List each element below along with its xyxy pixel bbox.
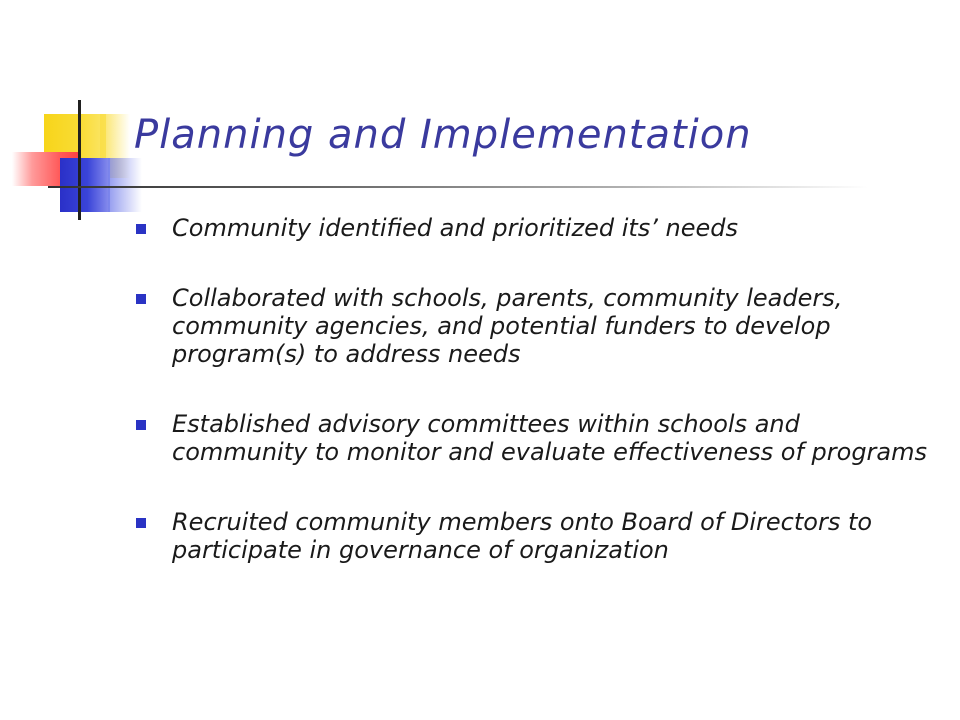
bullet-item [136,284,936,368]
bullet-item [136,410,936,466]
square-bullet-icon [136,294,146,304]
square-bullet-icon [136,224,146,234]
decor-vertical-line [78,100,81,220]
slide-title: Planning and Implementation [134,112,752,158]
square-bullet-icon [136,518,146,528]
decor-blue-fade [108,158,142,212]
square-bullet-icon [136,420,146,430]
bullet-text: Recruited community members onto Board of Directors to participate in governance of organization [172,508,873,564]
title-underline [48,186,868,188]
decor-blue-square [60,158,110,212]
bullet-text: Collaborated with schools, parents, community leaders, community agencies, and potential funders to develop program(s) to address needs [172,284,843,368]
bullet-text: Community identified and prioritized its’ needs [172,214,739,242]
bullet-item [136,508,936,564]
bullet-item [136,214,936,242]
bullet-text: Established advisory committees within schools and community to monitor and evaluate effectiveness of programs [172,410,928,466]
bullet-list [136,214,936,606]
